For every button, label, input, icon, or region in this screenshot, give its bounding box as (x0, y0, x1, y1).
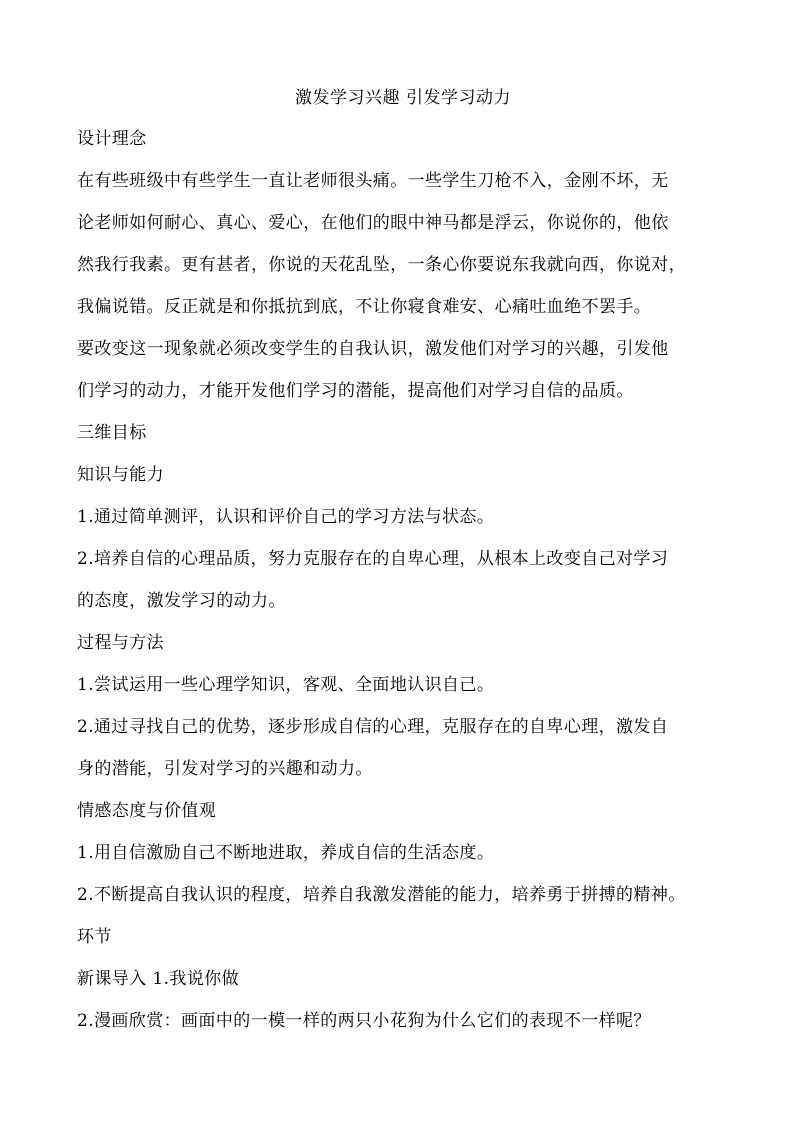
list-item: 1.通过简单测评，认识和评价自己的学习方法与状态。 (77, 507, 495, 527)
paragraph-line: 我偏说错。反正就是和你抵抗到底，不让你寝食难安、心痛吐血绝不罢手。 (77, 297, 652, 317)
subheading-process-method: 过程与方法 (77, 633, 164, 653)
list-item: 1.用自信激励自己不断地进取，养成自信的生活态度。 (77, 843, 495, 863)
heading-design-concept: 设计理念 (77, 129, 147, 149)
list-item-continuation: 的态度，激发学习的动力。 (77, 591, 286, 611)
heading-stages: 环节 (77, 927, 112, 947)
subheading-emotion-values: 情感态度与价值观 (77, 801, 217, 821)
paragraph-line: 们学习的动力，才能开发他们学习的潜能，提高他们对学习自信的品质。 (77, 381, 634, 401)
paragraph-line: 然我行我素。更有甚者，你说的天花乱坠，一条心你要说东我就向西，你说对， (77, 255, 686, 275)
heading-three-dimensional-goals: 三维目标 (77, 423, 147, 443)
list-item: 2.不断提高自我认识的程度，培养自我激发潜能的能力，培养勇于拼搏的精神。 (77, 885, 686, 905)
list-item: 1.尝试运用一些心理学知识，客观、全面地认识自己。 (77, 675, 495, 695)
paragraph-line: 在有些班级中有些学生一直让老师很头痛。一些学生刀枪不入，金刚不坏，无 (77, 171, 669, 191)
list-item-continuation: 身的潜能，引发对学习的兴趣和动力。 (77, 759, 373, 779)
paragraph-line: 要改变这一现象就必须改变学生的自我认识，激发他们对学习的兴趣，引发他 (77, 339, 669, 359)
stage-item: 2.漫画欣赏：画面中的一模一样的两只小花狗为什么它们的表现不一样呢？ (77, 1011, 651, 1031)
subheading-knowledge-ability: 知识与能力 (77, 465, 164, 485)
list-item: 2.通过寻找自己的优势，逐步形成自信的心理，克服存在的自卑心理，激发自 (77, 717, 669, 737)
document-title: 激发学习兴趣 引发学习动力 (295, 88, 511, 108)
list-item: 2.培养自信的心理品质，努力克服存在的自卑心理，从根本上改变自己对学习 (77, 549, 669, 569)
paragraph-line: 论老师如何耐心、真心、爱心，在他们的眼中神马都是浮云，你说你的，他依 (77, 213, 669, 233)
stage-item: 新课导入 1.我说你做 (77, 969, 240, 989)
